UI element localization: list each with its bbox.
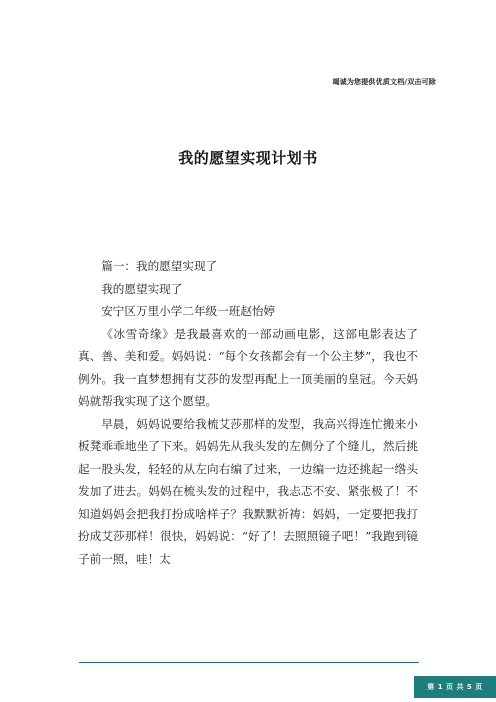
- body-paragraph: 我的愿望实现了: [101, 281, 183, 296]
- document-body: [78, 255, 418, 570]
- body-paragraph: 早晨，妈妈说要给我梳艾莎那样的发型，我高兴得连忙搬来小板凳乖乖地坐了下来。妈妈先从我头发的左侧分了个缝儿，然后挑起一股头发，轻轻的从左向右编了过来，一边编一边还挑起一绺头发加了进去。妈妈在梳头发的过程中，我忐忑不安、紧张极了！不知道妈妈会把我打扮成啥样子？我默默祈祷：妈妈，一定要把我打扮成艾莎那样！很快，妈妈说：“好了！去照照镜子吧！”我跑到镜子前一照，哇！太: [78, 416, 418, 566]
- page-number-badge: 第 1 页 共 5 页: [414, 676, 496, 698]
- body-paragraph: 安宁区万里小学二年级一班赵怡婷: [101, 304, 276, 318]
- footer-divider: [79, 662, 419, 663]
- header-note: 竭诚为您提供优质文档/双击可除: [332, 78, 436, 86]
- page-title: 我的愿望实现计划书: [178, 149, 318, 167]
- body-paragraph: 《冰雪奇缘》是我最喜欢的一部动画电影，这部电影表达了真、善、美和爱。妈妈说：“每个女孩都会有一个公主梦”，我也不例外。我一直梦想拥有艾莎的发型再配上一顶美丽的皇冠。今天妈妈就帮我实现了这个愿望。: [78, 326, 418, 408]
- body-paragraph: 篇一：我的愿望实现了: [101, 259, 218, 273]
